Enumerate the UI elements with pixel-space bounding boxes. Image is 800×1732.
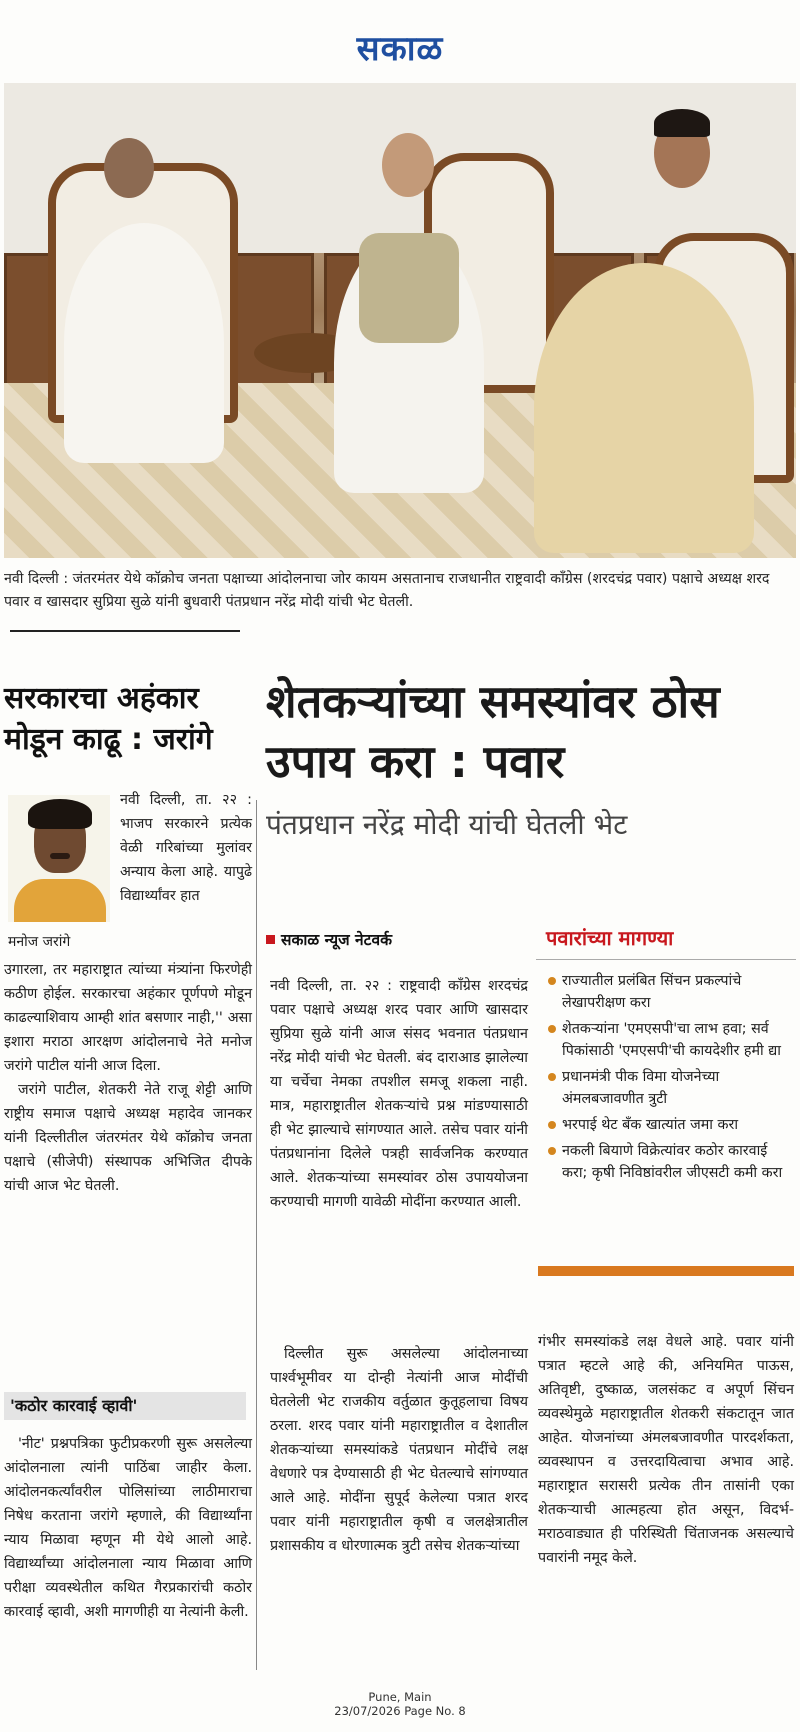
main-col2-para: गंभीर समस्यांकडे लक्ष वेधले आहे. पवार यांनी पत्रात म्हटले आहे की, अनियमित पाऊस, अतिवृष्टी, दुष्काळ, जलसंकट व अपूर्ण सिंचन व्यवस्थेमुळे महाराष्ट्रातील शेतकरी संकटातून जात आहेत. योजनांच्या अंमलबजावणीत पारदर्शकता, व्यवस्थापन व उत्तरदायित्वाचा अभाव आहे. महाराष्ट्रात सरासरी प्रत्येक तीन तासांनी एका शेतकऱ्याची आत्महत्या होत असून, विदर्भ-मराठवाड्यात ही परिस्थिती चिंताजनक असल्याचे पवारांनी नमूद केले. <box>538 1334 794 1566</box>
main-deck: पंतप्रधान नरेंद्र मोदी यांची घेतली भेट <box>266 808 628 841</box>
byline-text: सकाळ न्यूज नेटवर्क <box>281 931 392 949</box>
byline-square-icon <box>266 935 275 944</box>
demands-accent-bar <box>538 1266 794 1276</box>
page-footer <box>0 1690 800 1718</box>
demands-box <box>536 916 796 1306</box>
demand-item: शेतकऱ्यांना 'एमएसपी'चा लाभ हवा; सर्व पिकांसाठी 'एमएसपी'ची कायदेशीर हमी द्या <box>548 1018 796 1062</box>
bullet-icon <box>548 1121 556 1129</box>
main-col1-para2: दिल्लीत सुरू असलेल्या आंदोलनाच्या पार्श्वभूमीवर या दोन्ही नेत्यांनी आज मोदींची घेतलेली भेट राजकीय वर्तुळात कुतूहलाचा विषय ठरला. शरद पवार यांनी महाराष्ट्रातील व देशातील शेतकऱ्यांच्या समस्यांकडे पंतप्रधान मोदींचे लक्ष वेधणारे पत्र देण्यासाठी ही भेट घेतल्याचे सांगण्यात आले आहे. मोदींना सुपूर्द केलेल्या पत्रात शरद पवार यांनी महाराष्ट्रातील कृषी व जलक्षेत्रातील प्रशासकीय व धोरणात्मक त्रुटी तसेच शेतकऱ्यांच्या <box>270 1346 528 1554</box>
bullet-icon <box>548 977 556 985</box>
main-col1-para1: नवी दिल्ली, ता. २२ : राष्ट्रवादी कॉंग्रेस शरदचंद्र पवार पक्षाचे अध्यक्ष शरद पवार आणि खासदार सुप्रिया सुळे यांनी आज संसद भवनात पंतप्रधान नरेंद्र मोदी यांची भेट घेतली. बंद दाराआड झालेल्या या चर्चेचा नेमका तपशील समजू शकला नाही. मात्र, महाराष्ट्रातील शेतकऱ्यांचे प्रश्न मांडण्यासाठी ही भेट झाल्याचे सांगण्यात आले. तसेच पवार यांनी पंतप्रधानांना दिलेले पत्रही सार्वजनिक करण्यात आले. शेतकऱ्यांच्या समस्यांवर ठोस उपाययोजना करण्याची मागणी यावेळी मोदींना करण्यात आली. <box>270 978 528 1210</box>
photo-caption: नवी दिल्ली : जंतरमंतर येथे कॉक्रोच जनता पक्षाच्या आंदोलनाचा जोर कायम असतानाच राजधानीत राष्ट्रवादी कॉंग्रेस (शरदचंद्र पवार) पक्षाचे अध्यक्ष शरद पवार व खासदार सुप्रिया सुळे यांनी बुधवारी पंतप्रधान नरेंद्र मोदी यांची भेट घेतली. <box>4 571 770 610</box>
portrait-photo <box>8 795 110 922</box>
side-para-intro: नवी दिल्ली, ता. २२ : भाजप सरकारने प्रत्येक वेळी गरिबांच्या मुलांवर अन्याय केला आहे. यापुढे विद्यार्थ्यांवर हात <box>120 792 252 904</box>
bullet-icon <box>548 1025 556 1033</box>
side-headline: सरकारचा अहंकार मोडून काढू : जरांगे <box>4 681 213 757</box>
side-para-3: 'नीट' प्रश्नपत्रिका फुटीप्रकरणी सुरू असलेल्या आंदोलनाला त्यांनी पाठिंबा जाहीर केला. आंदोलनकर्त्यांवरील पोलिसांच्या लाठीमाराचा निषेध करताना जरांगे म्हणाले, की विद्यार्थ्यांना न्याय मिळावा म्हणून मी येथे आलो आहे. विद्यार्थ्यांच्या आंदोलनाला न्याय मिळावा आणि परीक्षा व्यवस्थेतील कथित गैरप्रकारांची कठोर कारवाई व्हावी, अशी मागणीही या नेत्यांनी केली. <box>4 1436 252 1620</box>
footer-date-page: 23/07/2026 Page No. 8 <box>334 1704 466 1718</box>
demands-title: पवारांच्या मागण्या <box>536 916 796 960</box>
news-photo <box>4 83 796 558</box>
demands-list <box>536 960 796 1184</box>
column-divider <box>256 800 257 1670</box>
demand-item: प्रधानमंत्री पीक विमा योजनेच्या अंमलबजावणीत त्रुटी <box>548 1066 796 1110</box>
side-subheading: 'कठोर कारवाई व्हावी' <box>4 1392 246 1420</box>
portrait-label: मनोज जरांगे <box>8 934 71 950</box>
demand-item: नकली बियाणे विक्रेत्यांवर कठोर कारवाई करा; कृषी निविष्ठांवरील जीएसटी कमी करा <box>548 1140 796 1184</box>
demand-item: राज्यातील प्रलंबित सिंचन प्रकल्पांचे लेखापरीक्षण करा <box>548 970 796 1014</box>
side-para-1: उगारला, तर महाराष्ट्रात त्यांच्या मंत्र्यांना फिरणेही कठीण होईल. सरकारचा अहंकार पूर्णपणे मोडून काढल्याशिवाय आम्ही शांत बसणार नाही,'' असा इशारा मराठा आरक्षण आंदोलनाचे नेते मनोज जरांगे पाटील यांनी आज दिला. <box>4 962 252 1074</box>
bullet-icon <box>548 1073 556 1081</box>
footer-edition: Pune, Main <box>368 1690 432 1704</box>
masthead-logo: सकाळ <box>356 29 444 69</box>
divider <box>10 630 240 632</box>
demand-item: भरपाई थेट बँक खात्यांत जमा करा <box>548 1114 796 1136</box>
main-headline: शेतकऱ्यांच्या समस्यांवर ठोस उपाय करा : पवार <box>266 675 720 788</box>
bullet-icon <box>548 1147 556 1155</box>
side-para-2: जरांगे पाटील, शेतकरी नेते राजू शेट्टी आणि राष्ट्रीय समाज पक्षाचे अध्यक्ष महादेव जानकर यांनी दिल्लीतील जंतरमंतर येथे कॉक्रोच जनता पक्षाचे (सीजेपी) संस्थापक अभिजित दीपके यांची आज भेट घेतली. <box>4 1082 252 1194</box>
byline <box>266 928 392 950</box>
